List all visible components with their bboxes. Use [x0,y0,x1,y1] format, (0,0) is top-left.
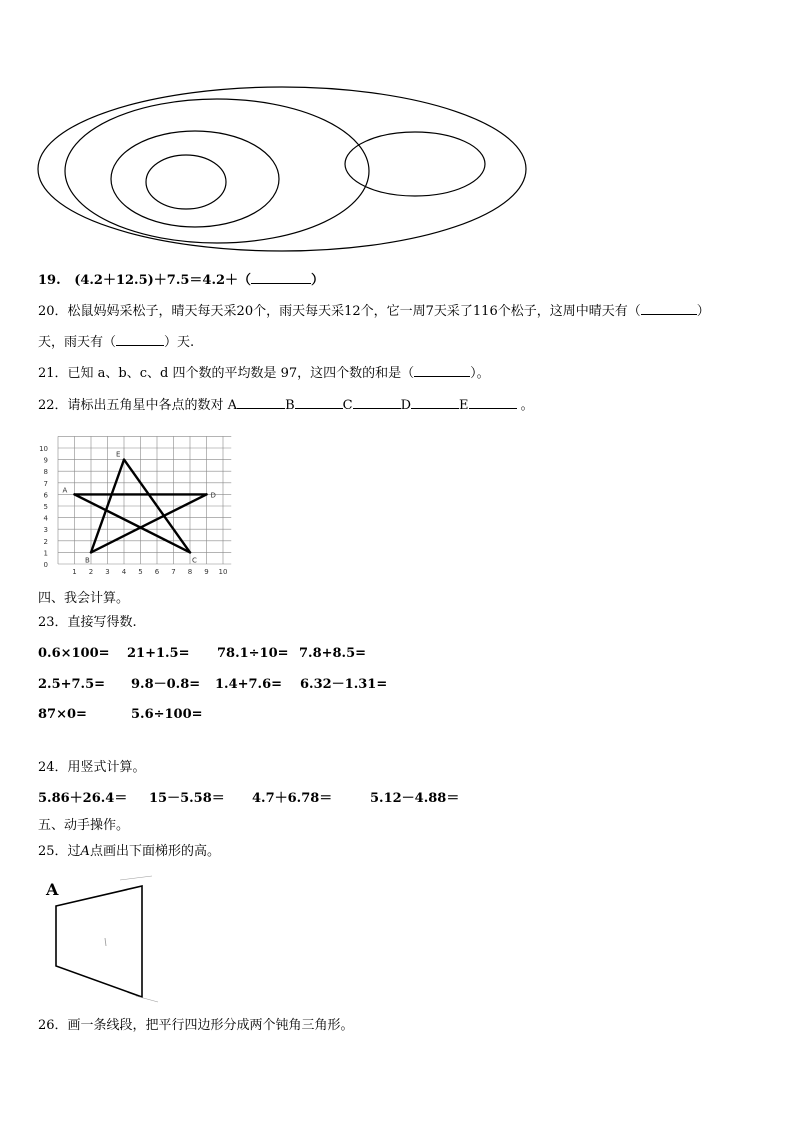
x-tick-label: 8 [187,568,193,576]
q20-text-3: ）天. [164,335,195,350]
x-tick-label: 1 [72,568,77,576]
x-tick-label: 9 [204,568,209,576]
y-tick-label: 4 [43,514,48,523]
y-tick-label: 7 [43,479,48,488]
y-tick-label: 0 [43,561,48,569]
inner-ellipse [146,155,226,209]
q23-item: 7.8+8.5= [299,646,367,661]
q22-label-b: B [285,398,295,413]
question-25 [38,844,220,860]
q23-item: 6.32－1.31= [300,677,388,692]
q24-item: 5.86＋26.4＝ [38,791,128,806]
trapezoid-figure [40,870,160,1005]
x-tick-label: 3 [105,568,110,576]
q21-text: 21．已知 a、b、c、d 四个数的平均数是 97，这四个数的和是（ [38,366,415,381]
q19-number: 19. [38,273,61,288]
star-point-label: A [62,486,68,495]
section-5-heading: 五、动手操作。 [38,818,130,833]
q19-close: ） [311,273,325,288]
x-tick-label: 5 [138,568,143,576]
question-20-line2 [38,333,194,351]
q22-b-blank[interactable] [295,396,343,409]
scan-mark [120,876,152,880]
q21-close: ）。 [470,366,490,381]
q25-var: A [80,844,90,859]
q19-expression: (4.2＋12.5)＋7.5＝4.2＋（ [74,273,252,288]
q22-text: 22．请标出五角星中各点的数对 A [38,398,238,413]
section-4-heading: 四、我会计算。 [38,591,130,606]
star-point-label: D [210,491,216,500]
q22-label-c: C [342,398,353,413]
q20-text-2: 天，雨天有（ [38,335,117,350]
x-tick-label: 2 [88,568,94,576]
nested-ellipses-figure [30,85,535,260]
star-point-label: B [85,556,90,565]
question-22 [38,396,534,414]
q20-rainy-days-blank[interactable] [116,333,164,346]
star-grid-figure [34,424,240,582]
x-tick-label: 6 [154,568,160,576]
question-21 [38,364,490,382]
q23-item: 5.6÷100= [131,707,203,722]
q25-text: 25．过 [38,844,81,859]
q20-close: ） [696,304,710,319]
large-ellipse [65,99,369,243]
q22-end: 。 [520,398,534,413]
q24-item: 5.12－4.88＝ [370,791,460,806]
x-tick-label: 4 [121,568,127,576]
question-26: 26．画一条线段，把平行四边形分成两个钝角三角形。 [38,1018,354,1033]
y-tick-label: 10 [39,445,48,453]
q23-item: 9.8－0.8= [131,677,201,692]
q22-a-blank[interactable] [237,396,285,409]
x-tick-label: 7 [171,568,176,576]
star-edge [75,494,191,552]
q23-item: 2.5+7.5= [38,677,106,692]
q22-c-blank[interactable] [353,396,401,409]
question-20-line1 [38,302,710,320]
q22-label-d: D [400,398,412,413]
scan-mark [105,938,106,946]
y-tick-label: 6 [43,491,48,500]
y-tick-label: 9 [43,456,48,465]
q20-text: 20．松鼠妈妈采松子，晴天每天采20个，雨天每天采12个，它一周7天采了116个松子，这周中晴天有（ [38,304,641,319]
scan-mark [136,996,158,1002]
y-tick-label: 1 [43,549,48,558]
q22-d-blank[interactable] [411,396,459,409]
right-ellipse [345,132,485,196]
y-tick-label: 5 [43,503,48,511]
q20-sunny-days-blank[interactable] [641,302,697,315]
q24-item: 15－5.58＝ [149,791,225,806]
star-point-label: C [192,556,197,565]
x-tick-label: 10 [218,568,228,576]
q23-item: 0.6×100= [38,646,110,661]
middle-ellipse [111,131,279,227]
q24-item: 4.7＋6.78＝ [252,791,333,806]
y-tick-label: 8 [43,468,48,477]
question-19 [38,271,324,289]
q21-answer-blank[interactable] [414,364,470,377]
q19-answer-blank[interactable] [251,271,311,284]
q25-text-2: 点画出下面梯形的高。 [89,844,220,859]
q23-item: 87×0= [38,707,87,722]
q22-e-blank[interactable] [469,396,517,409]
question-23-title: 23．直接写得数. [38,615,137,630]
trapezoid-vertex-label: A [46,880,59,899]
q22-label-e: E [459,398,469,413]
q23-item: 21+1.5= [127,646,190,661]
trapezoid-shape [56,886,142,997]
y-tick-label: 3 [43,526,48,535]
question-24-title: 24．用竖式计算。 [38,760,146,775]
y-tick-label: 2 [43,537,48,546]
star-point-label: E [116,450,121,459]
outer-ellipse [38,87,526,251]
q23-item: 1.4+7.6= [215,677,283,692]
q23-item: 78.1÷10= [217,646,289,661]
